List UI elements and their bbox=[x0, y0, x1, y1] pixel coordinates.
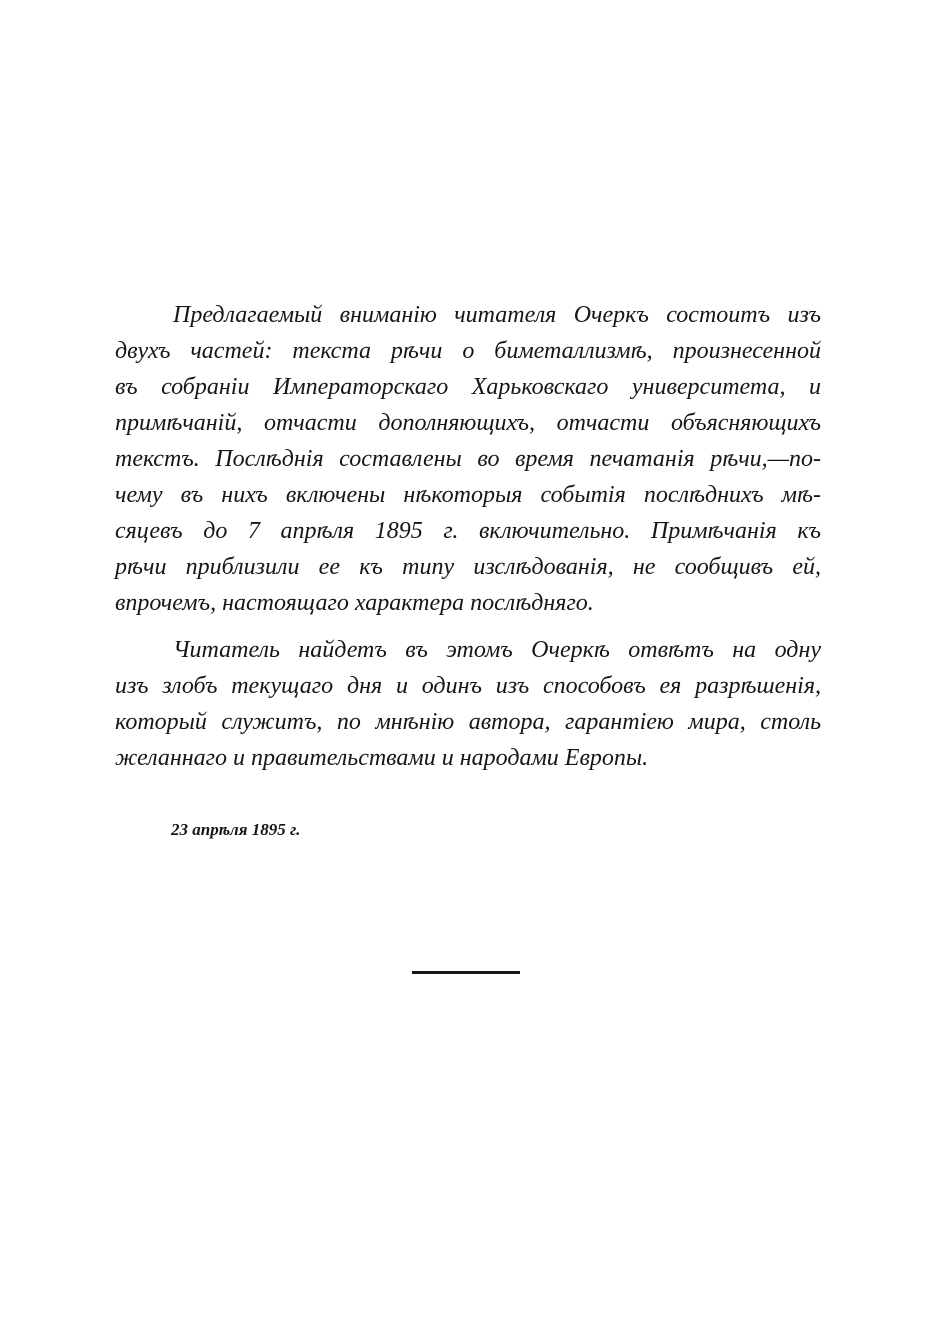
preface-date: 23 апрѣля 1895 г. bbox=[171, 820, 301, 839]
text-line: въ собраніи Императорскаго Харьковскаго университета, и bbox=[115, 374, 821, 400]
text-line: изъ злобъ текущаго дня и одинъ изъ способовъ ея разрѣшенія, bbox=[115, 673, 821, 699]
preface-text bbox=[115, 297, 821, 776]
text-line: рѣчи приблизили ее къ типу изслѣдованія, не сообщивъ ей, bbox=[115, 554, 821, 580]
paragraph-2 bbox=[115, 632, 821, 776]
text-line: чему въ нихъ включены нѣкоторыя событія послѣднихъ мѣ- bbox=[115, 482, 821, 508]
text-line: впрочемъ, настоящаго характера послѣдняго. bbox=[115, 590, 594, 616]
closing-rule bbox=[412, 971, 520, 974]
text-line: двухъ частей: текста рѣчи о биметаллизмѣ, произнесенной bbox=[115, 338, 821, 364]
text-line: текстъ. Послѣднія составлены во время печатанія рѣчи,—по- bbox=[115, 446, 821, 472]
text-line: который служитъ, по мнѣнію автора, гарантіею мира, столь bbox=[115, 709, 821, 735]
text-line: примѣчаній, отчасти дополняющихъ, отчасти объясняющихъ bbox=[115, 410, 821, 436]
text-line: желаннаго и правительствами и народами Европы. bbox=[115, 745, 649, 771]
text-line: Читатель найдетъ въ этомъ Очеркѣ отвѣтъ на одну bbox=[173, 637, 821, 663]
paragraph-1 bbox=[115, 297, 821, 621]
text-line: Предлагаемый вниманію читателя Очеркъ состоитъ изъ bbox=[173, 302, 821, 328]
paragraph-spacer bbox=[115, 621, 821, 632]
text-line: сяцевъ до 7 апрѣля 1895 г. включительно. Примѣчанія къ bbox=[115, 518, 821, 544]
